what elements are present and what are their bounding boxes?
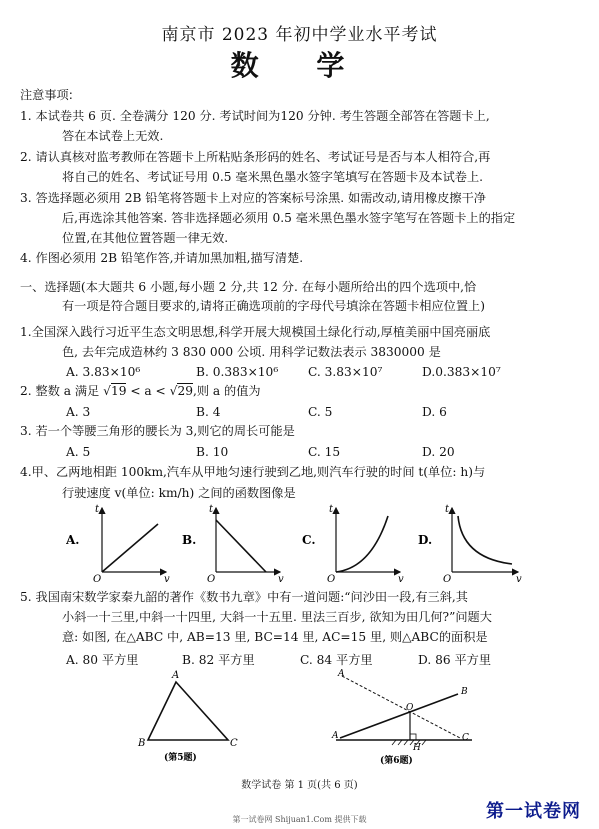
notice-line-2b: 将自己的姓名、考试证号用 0.5 毫米黑色墨水签字笔填写在答题卡及本试卷上. xyxy=(62,170,484,184)
graph-a-xlab: v xyxy=(164,574,170,585)
q5-line1: 5. 我国南宋数学家秦九韶的著作《数书九章》中有一道问题:“问沙田一段,有三斜,其 xyxy=(20,590,468,604)
q3-option-a: A. 5 xyxy=(66,445,91,459)
sqrt-19: √19 xyxy=(103,384,127,398)
graph-b-xlab: v xyxy=(278,574,284,585)
q5-line3: 意: 如图, 在△ABC 中, AB=13 里, BC=14 里, AC=15 里, 则△ABC的面积是 xyxy=(62,630,488,644)
q3-stem: 3. 若一个等腰三角形的腰长为 3,则它的周长可能是 xyxy=(20,424,295,438)
sqrt-29: √29 xyxy=(169,384,193,398)
fig5-caption: (第5题) xyxy=(164,753,197,763)
q1-option-d: D.0.383×10⁷ xyxy=(422,365,501,379)
q5-line2: 小斜一十三里,中斜一十四里, 大斜一十五里. 里法三百步, 欲知为田几何?”问题大 xyxy=(62,610,492,624)
fig5-label-b: B xyxy=(138,738,146,749)
graph-c-curve xyxy=(336,516,388,572)
graph-b xyxy=(182,504,284,585)
graph-c-ylab: t xyxy=(329,504,334,515)
notice-line-2: 2. 请认真核对监考教师在答题卡上所粘贴条形码的姓名、考试证号是否与本人相符合,再 xyxy=(20,150,491,164)
graph-d-label: D. xyxy=(418,533,433,547)
fig6-label-a-top: A xyxy=(338,669,345,679)
fig6-label-h: H xyxy=(413,743,421,753)
notice-line-3c: 位置,在其他位置答题一律无效. xyxy=(62,231,229,245)
fig6-hatching xyxy=(392,740,426,745)
q3-option-d: D. 20 xyxy=(422,445,455,459)
figure-6 xyxy=(330,668,480,768)
graph-a-label: A. xyxy=(66,533,80,547)
subject-title: 数 学 xyxy=(230,49,369,82)
q1-option-b: B. 0.383×10⁶ xyxy=(196,365,279,379)
fig6-label-c: C xyxy=(462,733,469,743)
q2-stem-mid: < a < xyxy=(130,384,166,398)
graph-c-xlab: v xyxy=(398,574,404,585)
graph-d-ylab: t xyxy=(445,504,450,515)
q2-stem xyxy=(20,384,261,398)
fig5-label-a: A xyxy=(172,670,180,681)
q1-line2: 色, 去年完成造林约 3 830 000 公顷. 用科学记数法表示 3830000 是 xyxy=(62,345,441,359)
q1-line1: 1.全国深入践行习近平生态文明思想,科学开展大规模国土绿化行动,厚植美丽中国亮丽底 xyxy=(20,325,491,339)
graph-b-label: B. xyxy=(182,533,197,547)
fig6-caption: (第6题) xyxy=(380,756,413,766)
graph-c-origin: O xyxy=(327,574,336,585)
graph-a-line xyxy=(102,524,158,572)
notice-line-3b: 后,再选涂其他答案. 答非选择题必须用 0.5 毫米黑色墨水签字笔写在答题卡上的指定 xyxy=(62,211,516,225)
notice-line-1b: 答在本试卷上无效. xyxy=(62,129,164,143)
q5-option-b: B. 82 平方里 xyxy=(182,653,255,667)
fig6-beam xyxy=(340,694,458,738)
graph-c xyxy=(302,504,404,585)
q3-option-b: B. 10 xyxy=(196,445,229,459)
notice-line-4: 4. 作图必须用 2B 铅笔作答,并请加黑加粗,描写清楚. xyxy=(20,251,304,265)
section-heading-line2: 有一项是符合题目要求的,请将正确选项前的字母代号填涂在答题卡相应位置上) xyxy=(62,299,486,313)
fig6-right-angle xyxy=(410,734,416,740)
q5-option-c: C. 84 平方里 xyxy=(300,653,373,667)
q4-graphs xyxy=(66,500,546,585)
sqrt-29-radicand: 29 xyxy=(177,384,193,398)
q2-option-b: B. 4 xyxy=(196,405,221,419)
fig6-label-o: O xyxy=(406,703,414,713)
watermark-logo: 第一试卷网 xyxy=(486,801,581,822)
graph-a xyxy=(66,504,170,585)
q2-option-c: C. 5 xyxy=(308,405,333,419)
fig6-dashed-line xyxy=(342,676,460,738)
q2-option-d: D. 6 xyxy=(422,405,447,419)
q1-option-a: A. 3.83×10⁶ xyxy=(66,365,141,379)
exam-title: 南京市 2023 年初中学业水平考试 xyxy=(161,25,438,45)
q5-option-a: A. 80 平方里 xyxy=(66,653,139,667)
graph-d-origin: O xyxy=(443,574,452,585)
graph-b-ylab: t xyxy=(209,504,214,515)
graph-c-label: C. xyxy=(302,533,316,547)
sqrt-19-radicand: 19 xyxy=(110,384,127,398)
triangle-abc xyxy=(148,682,228,740)
graph-d-xlab: v xyxy=(516,574,522,585)
fig5-label-c: C xyxy=(230,738,238,749)
page-footer: 数学试卷 第 1 页(共 6 页) xyxy=(241,780,358,791)
graph-b-origin: O xyxy=(207,574,216,585)
graph-b-line xyxy=(216,520,266,572)
source-footer: 第一试卷网 Shijuan1.Com 提供下载 xyxy=(232,815,367,824)
q4-line2: 行驶速度 v(单位: km/h) 之间的函数图像是 xyxy=(62,486,296,500)
graph-a-ylab: t xyxy=(95,504,100,515)
fig6-label-a: A xyxy=(332,731,339,741)
notice-line-3: 3. 答选择题必须用 2B 铅笔将答题卡上对应的答案标号涂黑. 如需改动,请用橡皮擦干净 xyxy=(20,191,486,205)
q5-option-d: D. 86 平方里 xyxy=(418,653,492,667)
graph-a-origin: O xyxy=(93,574,102,585)
fig6-label-b: B xyxy=(461,687,468,697)
graph-d-curve xyxy=(458,516,512,564)
graph-d xyxy=(418,504,522,585)
q4-line1: 4.甲、乙两地相距 100km,汽车从甲地匀速行驶到乙地,则汽车行驶的时间 t(单位: h)与 xyxy=(20,465,486,479)
q2-option-a: A. 3 xyxy=(66,405,91,419)
notice-line-1: 1. 本试卷共 6 页. 全卷满分 120 分. 考试时间为120 分钟. 考生答题全部答在答题卡上, xyxy=(20,109,490,123)
notice-heading: 注意事项: xyxy=(20,88,73,102)
figure-5 xyxy=(134,668,244,764)
q3-option-c: C. 15 xyxy=(308,445,341,459)
section-heading-line1: 一、选择题(本大题共 6 小题,每小题 2 分,共 12 分. 在每小题所给出的四个选项中,恰 xyxy=(20,280,477,294)
q2-stem-post: ,则 a 的值为 xyxy=(192,384,261,398)
q2-stem-pre: 2. 整数 a 满足 xyxy=(20,384,100,398)
q1-option-c: C. 3.83×10⁷ xyxy=(308,365,383,379)
